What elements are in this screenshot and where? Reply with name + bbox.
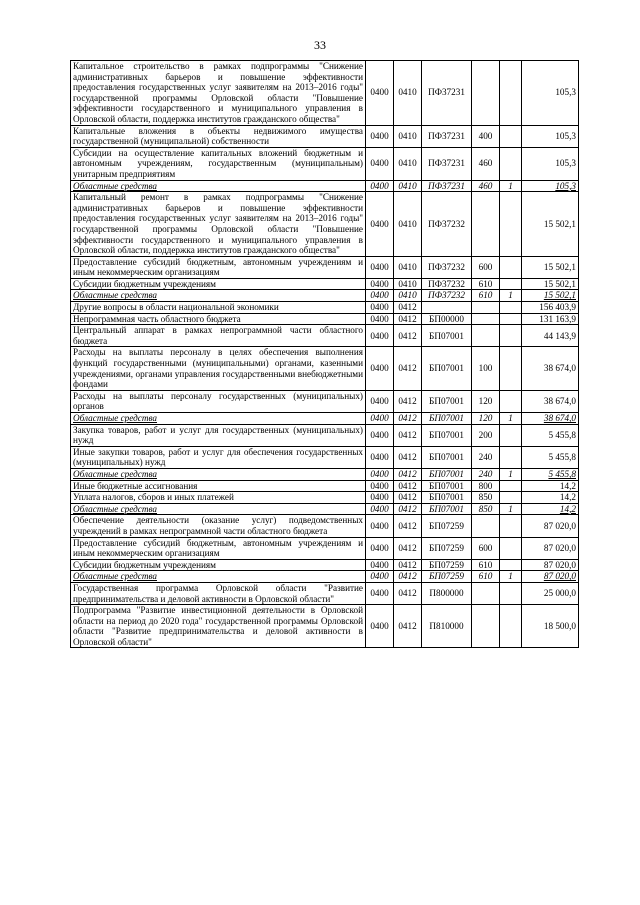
- row-expense-type-code: 600: [472, 256, 500, 278]
- row-target-article-code: БП07001: [422, 503, 472, 515]
- row-funding-source: 1: [500, 571, 522, 583]
- row-funding-source: [500, 582, 522, 604]
- row-subsection-code: 0412: [394, 559, 422, 571]
- row-subsection-code: 0412: [394, 515, 422, 537]
- row-target-article-code: БП07259: [422, 515, 472, 537]
- row-amount: 87 020,0: [522, 537, 579, 559]
- row-section-code: 0400: [366, 313, 394, 325]
- row-section-code: 0400: [366, 446, 394, 468]
- row-expense-type-code: 100: [472, 347, 500, 390]
- table-row: [71, 492, 579, 504]
- row-amount: 38 674,0: [522, 413, 579, 425]
- row-subsection-code: 0412: [394, 313, 422, 325]
- row-subsection-code: 0412: [394, 605, 422, 648]
- row-expense-type-code: [472, 515, 500, 537]
- row-section-code: 0400: [366, 582, 394, 604]
- row-section-code: 0400: [366, 125, 394, 147]
- row-section-code: 0400: [366, 180, 394, 192]
- row-target-article-code: БП07001: [422, 446, 472, 468]
- row-expense-type-code: 460: [472, 147, 500, 180]
- row-name: Обеспечение деятельности (оказание услуг) подведомственных учреждений в рамках непрограммной части областного бюджета: [71, 515, 366, 537]
- row-subsection-code: 0412: [394, 302, 422, 314]
- row-name: Расходы на выплаты персоналу в целях обеспечения выполнения функций государственными (муниципальными) органами, казенными учреждениями, органами управления государственными внебюджетными фондами: [71, 347, 366, 390]
- row-name: Иные бюджетные ассигнования: [71, 480, 366, 492]
- table-row: [71, 413, 579, 425]
- table-row: [71, 571, 579, 583]
- row-amount: 105,3: [522, 180, 579, 192]
- row-amount: 156 403,9: [522, 302, 579, 314]
- page-number: 33: [314, 38, 326, 52]
- table-row: [71, 582, 579, 604]
- row-amount: 87 020,0: [522, 571, 579, 583]
- row-expense-type-code: 600: [472, 537, 500, 559]
- row-name: Областные средства: [71, 180, 366, 192]
- row-expense-type-code: 200: [472, 424, 500, 446]
- row-expense-type-code: 240: [472, 468, 500, 480]
- row-subsection-code: 0412: [394, 325, 422, 347]
- table-row: [71, 290, 579, 302]
- row-target-article-code: П810000: [422, 605, 472, 648]
- table-row: [71, 347, 579, 390]
- row-funding-source: [500, 424, 522, 446]
- row-subsection-code: 0412: [394, 582, 422, 604]
- row-target-article-code: БП07001: [422, 325, 472, 347]
- row-subsection-code: 0412: [394, 503, 422, 515]
- row-name: Субсидии бюджетным учреждениям: [71, 559, 366, 571]
- row-target-article-code: БП07001: [422, 468, 472, 480]
- row-section-code: 0400: [366, 147, 394, 180]
- row-name: Закупка товаров, работ и услуг для государственных (муниципальных) нужд: [71, 424, 366, 446]
- row-expense-type-code: 610: [472, 278, 500, 290]
- row-expense-type-code: 400: [472, 125, 500, 147]
- row-target-article-code: БП00000: [422, 313, 472, 325]
- row-funding-source: [500, 390, 522, 412]
- row-funding-source: [500, 256, 522, 278]
- row-target-article-code: ПФ37232: [422, 290, 472, 302]
- row-funding-source: 1: [500, 290, 522, 302]
- table-row: [71, 605, 579, 648]
- row-expense-type-code: [472, 605, 500, 648]
- row-funding-source: [500, 147, 522, 180]
- row-funding-source: [500, 302, 522, 314]
- row-amount: 18 500,0: [522, 605, 579, 648]
- row-subsection-code: 0410: [394, 147, 422, 180]
- row-name: Областные средства: [71, 290, 366, 302]
- row-expense-type-code: [472, 313, 500, 325]
- row-subsection-code: 0412: [394, 571, 422, 583]
- table-row: [71, 313, 579, 325]
- row-expense-type-code: [472, 192, 500, 257]
- row-section-code: 0400: [366, 559, 394, 571]
- row-target-article-code: БП07259: [422, 571, 472, 583]
- row-name: Субсидии на осуществление капитальных вложений бюджетным и автономным учреждениям, государственным (муниципальным) унитарным предприятиям: [71, 147, 366, 180]
- row-section-code: 0400: [366, 192, 394, 257]
- row-funding-source: [500, 480, 522, 492]
- row-subsection-code: 0410: [394, 278, 422, 290]
- row-subsection-code: 0410: [394, 192, 422, 257]
- row-amount: 38 674,0: [522, 390, 579, 412]
- row-subsection-code: 0412: [394, 424, 422, 446]
- row-amount: 87 020,0: [522, 559, 579, 571]
- row-target-article-code: ПФ37232: [422, 256, 472, 278]
- row-amount: 14,2: [522, 492, 579, 504]
- row-name: Капитальный ремонт в рамках подпрограммы "Снижение административных барьеров и повышение эффективности предоставления государственных услуг заявителям на 2013–2016 годы" государственной программы Орловской области "Повышение эффективности государственного и муниципального управления в Орловской области, поддержка институтов гражданского общества": [71, 192, 366, 257]
- row-subsection-code: 0410: [394, 125, 422, 147]
- row-amount: 14,2: [522, 503, 579, 515]
- row-amount: 15 502,1: [522, 192, 579, 257]
- table-row: [71, 480, 579, 492]
- row-name: Подпрограмма "Развитие инвестиционной деятельности в Орловской области на период до 2020 года" государственной программы Орловской области "Развитие предпринимательства и деловой активности в Орловской области": [71, 605, 366, 648]
- row-target-article-code: П800000: [422, 582, 472, 604]
- row-name: Центральный аппарат в рамках непрограммной части областного бюджета: [71, 325, 366, 347]
- row-amount: 44 143,9: [522, 325, 579, 347]
- row-amount: 15 502,1: [522, 278, 579, 290]
- row-name: Предоставление субсидий бюджетным, автономным учреждениям и иным некоммерческим организациям: [71, 256, 366, 278]
- row-section-code: 0400: [366, 325, 394, 347]
- row-subsection-code: 0410: [394, 256, 422, 278]
- row-name: Областные средства: [71, 503, 366, 515]
- row-funding-source: 1: [500, 413, 522, 425]
- row-section-code: 0400: [366, 480, 394, 492]
- row-expense-type-code: 120: [472, 413, 500, 425]
- row-section-code: 0400: [366, 347, 394, 390]
- row-funding-source: 1: [500, 503, 522, 515]
- row-target-article-code: ПФ37231: [422, 180, 472, 192]
- row-subsection-code: 0410: [394, 61, 422, 126]
- row-expense-type-code: 610: [472, 571, 500, 583]
- row-target-article-code: БП07001: [422, 390, 472, 412]
- row-target-article-code: ПФ37231: [422, 61, 472, 126]
- row-funding-source: [500, 515, 522, 537]
- row-expense-type-code: [472, 325, 500, 347]
- row-subsection-code: 0412: [394, 537, 422, 559]
- table-row: [71, 468, 579, 480]
- row-name: Расходы на выплаты персоналу государственных (муниципальных) органов: [71, 390, 366, 412]
- table-row: [71, 125, 579, 147]
- row-amount: 105,3: [522, 61, 579, 126]
- row-funding-source: [500, 192, 522, 257]
- row-subsection-code: 0410: [394, 290, 422, 302]
- table-row: [71, 256, 579, 278]
- row-amount: 38 674,0: [522, 347, 579, 390]
- row-funding-source: [500, 537, 522, 559]
- table-row: [71, 503, 579, 515]
- row-target-article-code: БП07001: [422, 413, 472, 425]
- row-funding-source: [500, 61, 522, 126]
- row-subsection-code: 0412: [394, 446, 422, 468]
- table-row: [71, 390, 579, 412]
- row-amount: 15 502,1: [522, 256, 579, 278]
- row-name: Областные средства: [71, 571, 366, 583]
- row-funding-source: [500, 325, 522, 347]
- row-amount: 25 000,0: [522, 582, 579, 604]
- row-name: Областные средства: [71, 413, 366, 425]
- table-row: [71, 302, 579, 314]
- row-expense-type-code: 460: [472, 180, 500, 192]
- row-expense-type-code: [472, 582, 500, 604]
- table-row: [71, 180, 579, 192]
- row-funding-source: [500, 125, 522, 147]
- row-amount: 15 502,1: [522, 290, 579, 302]
- row-expense-type-code: 850: [472, 492, 500, 504]
- row-amount: 5 455,8: [522, 446, 579, 468]
- row-name: Областные средства: [71, 468, 366, 480]
- row-amount: 87 020,0: [522, 515, 579, 537]
- table-row: [71, 537, 579, 559]
- table-row: [71, 325, 579, 347]
- row-funding-source: [500, 446, 522, 468]
- row-funding-source: [500, 605, 522, 648]
- row-name: Непрограммная часть областного бюджета: [71, 313, 366, 325]
- row-amount: 131 163,9: [522, 313, 579, 325]
- row-target-article-code: ПФ37231: [422, 125, 472, 147]
- row-subsection-code: 0412: [394, 480, 422, 492]
- row-funding-source: [500, 347, 522, 390]
- row-target-article-code: БП07259: [422, 537, 472, 559]
- row-funding-source: [500, 492, 522, 504]
- row-subsection-code: 0412: [394, 468, 422, 480]
- row-name: Капитальные вложения в объекты недвижимого имущества государственной (муниципальной) собственности: [71, 125, 366, 147]
- row-amount: 105,3: [522, 125, 579, 147]
- row-target-article-code: ПФ37232: [422, 192, 472, 257]
- row-target-article-code: БП07001: [422, 492, 472, 504]
- row-section-code: 0400: [366, 515, 394, 537]
- row-subsection-code: 0412: [394, 390, 422, 412]
- row-expense-type-code: 610: [472, 290, 500, 302]
- row-section-code: 0400: [366, 256, 394, 278]
- row-name: Государственная программа Орловской области "Развитие предпринимательства и деловой активности в Орловской области": [71, 582, 366, 604]
- row-section-code: 0400: [366, 390, 394, 412]
- row-expense-type-code: 850: [472, 503, 500, 515]
- row-expense-type-code: 120: [472, 390, 500, 412]
- row-section-code: 0400: [366, 503, 394, 515]
- row-funding-source: 1: [500, 468, 522, 480]
- row-section-code: 0400: [366, 290, 394, 302]
- row-section-code: 0400: [366, 61, 394, 126]
- row-subsection-code: 0410: [394, 180, 422, 192]
- row-target-article-code: ПФ37231: [422, 147, 472, 180]
- row-section-code: 0400: [366, 468, 394, 480]
- table-row: [71, 61, 579, 126]
- row-funding-source: 1: [500, 180, 522, 192]
- row-target-article-code: ПФ37232: [422, 278, 472, 290]
- row-amount: 5 455,8: [522, 468, 579, 480]
- row-subsection-code: 0412: [394, 413, 422, 425]
- row-funding-source: [500, 278, 522, 290]
- row-section-code: 0400: [366, 302, 394, 314]
- table-row: [71, 192, 579, 257]
- row-subsection-code: 0412: [394, 347, 422, 390]
- row-name: Капитальное строительство в рамках подпрограммы "Снижение административных барьеров и повышение эффективности предоставления государственных услуг заявителям на 2013–2016 годы" государственной программы Орловской области "Повышение эффективности государственного и муниципального управления в Орловской области, поддержка институтов гражданского общества": [71, 61, 366, 126]
- row-section-code: 0400: [366, 278, 394, 290]
- row-expense-type-code: [472, 302, 500, 314]
- row-section-code: 0400: [366, 605, 394, 648]
- row-name: Субсидии бюджетным учреждениям: [71, 278, 366, 290]
- table-row: [71, 278, 579, 290]
- row-amount: 14,2: [522, 480, 579, 492]
- row-name: Уплата налогов, сборов и иных платежей: [71, 492, 366, 504]
- row-expense-type-code: [472, 61, 500, 126]
- row-section-code: 0400: [366, 571, 394, 583]
- row-subsection-code: 0412: [394, 492, 422, 504]
- row-target-article-code: БП07259: [422, 559, 472, 571]
- table-row: [71, 515, 579, 537]
- row-name: Иные закупки товаров, работ и услуг для обеспечения государственных (муниципальных) нужд: [71, 446, 366, 468]
- table-row: [71, 559, 579, 571]
- table-row: [71, 446, 579, 468]
- row-amount: 5 455,8: [522, 424, 579, 446]
- row-section-code: 0400: [366, 424, 394, 446]
- row-target-article-code: БП07001: [422, 480, 472, 492]
- row-target-article-code: БП07001: [422, 424, 472, 446]
- row-amount: 105,3: [522, 147, 579, 180]
- table-row: [71, 147, 579, 180]
- row-name: Другие вопросы в области национальной экономики: [71, 302, 366, 314]
- row-section-code: 0400: [366, 413, 394, 425]
- row-target-article-code: [422, 302, 472, 314]
- budget-table-body: [71, 61, 579, 648]
- row-funding-source: [500, 313, 522, 325]
- row-section-code: 0400: [366, 492, 394, 504]
- row-name: Предоставление субсидий бюджетным, автономным учреждениям и иным некоммерческим организациям: [71, 537, 366, 559]
- row-expense-type-code: 800: [472, 480, 500, 492]
- row-section-code: 0400: [366, 537, 394, 559]
- row-funding-source: [500, 559, 522, 571]
- row-expense-type-code: 610: [472, 559, 500, 571]
- budget-table: [70, 60, 579, 648]
- row-target-article-code: БП07001: [422, 347, 472, 390]
- table-row: [71, 424, 579, 446]
- row-expense-type-code: 240: [472, 446, 500, 468]
